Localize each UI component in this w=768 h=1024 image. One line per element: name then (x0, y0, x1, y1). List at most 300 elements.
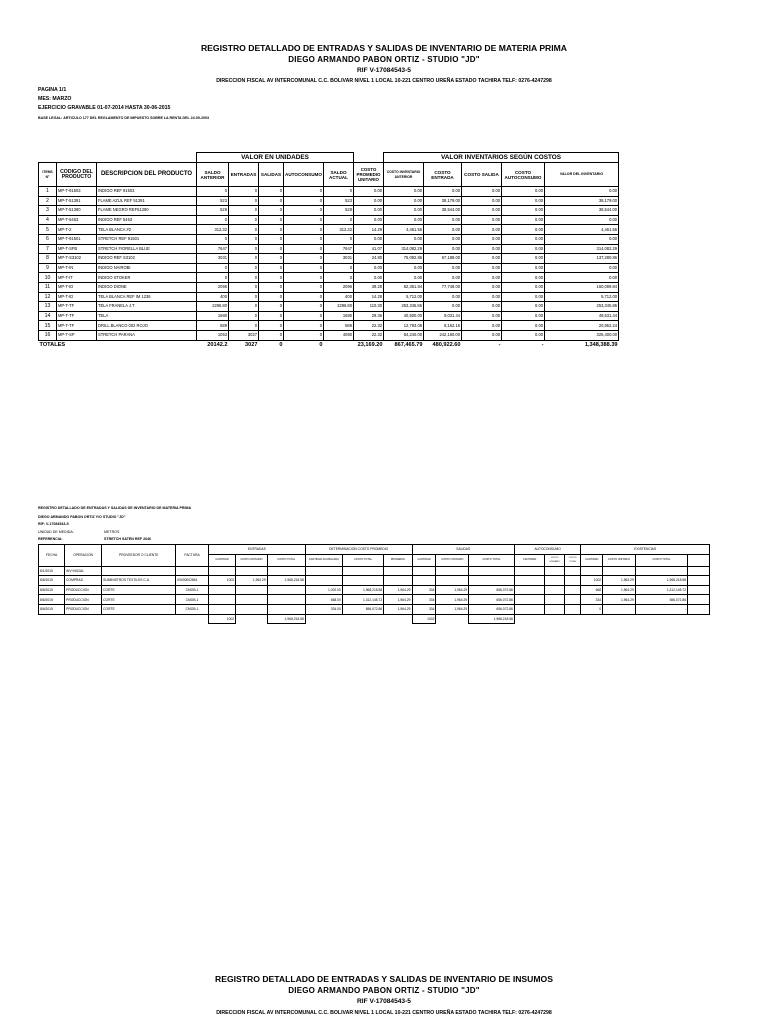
section2-ref-label: REFERENCIA: (38, 537, 63, 541)
inventory-cell: 0 (197, 234, 229, 244)
inventory-cell: 1680 (197, 311, 229, 321)
kardex-cell: 1,002.00 (305, 585, 342, 595)
inventory-cell: 0 (259, 321, 284, 331)
kardex-cell: 1,968,218.58 (342, 585, 383, 595)
kardex-cell: CMOB-1 (176, 604, 209, 614)
inventory-cell: 0 (229, 292, 259, 302)
inventory-cell: 22.32 (354, 321, 384, 331)
inventory-cell: 4,461.56 (545, 225, 619, 235)
inventory-cell: MP-T-51390 (57, 206, 97, 216)
inventory-cell: STRETCH PARANA (97, 330, 197, 340)
footer-company: DIEGO ARMANDO PABON ORTIZ - STUDIO "JD" (288, 986, 480, 995)
inventory-cell: 0.00 (384, 263, 424, 273)
kardex-cell (688, 585, 710, 595)
inventory-cell: 0.00 (384, 187, 424, 197)
inventory-cell: 0.00 (462, 244, 502, 254)
kardex-cell (581, 566, 603, 576)
inventory-cell: 1053 (197, 330, 229, 340)
inventory-cell: 0 (229, 215, 259, 225)
kardex-row (39, 585, 710, 595)
kardex-cell (545, 604, 565, 614)
inventory-cell: 0 (229, 196, 259, 206)
inventory-row (39, 273, 619, 283)
inventory-cell: 0.00 (462, 302, 502, 312)
kardex-cell (545, 585, 565, 595)
inventory-row (39, 282, 619, 292)
inventory-cell: 400 (324, 292, 354, 302)
inventory-cell: 0 (284, 215, 324, 225)
inventory-cell: 0.00 (502, 206, 545, 216)
kardex-cell (342, 566, 383, 576)
inventory-cell: 0 (284, 187, 324, 197)
col-entradas: ENTRADAS (229, 163, 259, 187)
inventory-cell: 0 (229, 225, 259, 235)
inventory-cell: 0.00 (462, 254, 502, 264)
inventory-cell: 0 (229, 302, 259, 312)
kardex-cell (564, 585, 580, 595)
footer-rif: RIF V-17084543-5 (357, 998, 411, 1005)
total-saldo-anterior: 20142.2 (207, 341, 228, 348)
inventory-cell: MP-T-91503 (57, 187, 97, 197)
inventory-cell: 0 (259, 311, 284, 321)
inventory-cell: 0 (259, 244, 284, 254)
inventory-cell: 0 (259, 302, 284, 312)
inventory-cell: 0.00 (424, 244, 462, 254)
inventory-cell: MP-T-5463 (57, 215, 97, 225)
inventory-cell: FLAME AZUL REF 51391 (97, 196, 197, 206)
kardex-cell: 1,964.29 (436, 595, 469, 605)
inventory-cell: 0 (284, 244, 324, 254)
inventory-cell: 38,544.00 (545, 206, 619, 216)
kardex-cell: PRODUCCION (65, 585, 102, 595)
total-saldo-actual: 23,169.20 (357, 341, 383, 348)
kardex-cell: 1,964.29 (236, 576, 268, 586)
kardex-cell (603, 604, 636, 614)
inventory-cell: TELA BLANCA REF IM 1236 (97, 292, 197, 302)
kardex-cell: CORTE (102, 604, 176, 614)
kardex-cell (208, 566, 235, 576)
inventory-cell: TELA (97, 311, 197, 321)
kardex-cell (688, 566, 710, 576)
kardex-cell: 668.00 (305, 595, 342, 605)
inventory-cell: 1 (39, 187, 57, 197)
kardex-cell (305, 566, 342, 576)
inventory-cell: 0.00 (502, 330, 545, 340)
inventory-cell: DRILL BLANCO 002 ROJO (97, 321, 197, 331)
inventory-cell: 0 (229, 187, 259, 197)
col-costo-entrada: COSTO ENTRADA (424, 163, 462, 187)
inventory-cell: 0 (284, 254, 324, 264)
inventory-cell: 0 (259, 292, 284, 302)
inventory-cell: FLAME NEGRO REF51390 (97, 206, 197, 216)
kardex-total-entradas-total: 1,968,218.58 (267, 614, 305, 624)
inventory-cell: 0 (259, 225, 284, 235)
fiscal-address: DIRECCION FISCAL AV INTERCOMUNAL C.C. BOLIVAR NIVEL 1 LOCAL 10-221 CENTRO UREÑA ESTADO TACHIRA TELF: 0276-4247298 (216, 78, 552, 84)
kardex-cell: 1,964.29 (384, 604, 412, 614)
inventory-cell: INDIGO DIONE (97, 282, 197, 292)
inventory-cell: INDIGO NAIROBI (97, 263, 197, 273)
inventory-cell: 0 (229, 273, 259, 283)
inventory-cell: 0 (229, 254, 259, 264)
inventory-cell: 4,461.56 (384, 225, 424, 235)
inventory-cell: 4 (39, 215, 57, 225)
kardex-cell (236, 604, 268, 614)
inventory-cell: 110.30 (354, 302, 384, 312)
inventory-cell: 0 (229, 282, 259, 292)
kardex-cell: 334 (412, 604, 436, 614)
inventory-cell: 0.00 (354, 196, 384, 206)
inventory-cell: 2 (39, 196, 57, 206)
footer-title: REGISTRO DETALLADO DE ENTRADAS Y SALIDAS DE INVENTARIO DE INSUMOS (215, 974, 553, 984)
col-fecha: FECHA (39, 545, 65, 567)
inventory-cell: 0 (284, 263, 324, 273)
kardex-cell (208, 585, 235, 595)
kardex-cell: - (635, 604, 687, 614)
kardex-cell: 1,964.29 (384, 585, 412, 595)
inventory-cell: 0.00 (424, 234, 462, 244)
kardex-cell: 656,072.86 (469, 604, 515, 614)
inventory-cell: 5,712.00 (384, 292, 424, 302)
total-salidas: 0 (279, 341, 283, 348)
inventory-cell: 0 (284, 234, 324, 244)
inventory-cell: 2096 (324, 282, 354, 292)
kardex-cell (545, 576, 565, 586)
inventory-row (39, 302, 619, 312)
inventory-cell: 1680 (324, 311, 354, 321)
inventory-cell: 0.00 (384, 196, 424, 206)
inventory-cell: 84,240.00 (384, 330, 424, 340)
inventory-cell: 0.00 (462, 206, 502, 216)
inventory-cell: MP-T-IN (57, 263, 97, 273)
sub-exist-cantidad: CANTIDAD (581, 554, 603, 566)
kardex-cell: 656,072.86 (469, 595, 515, 605)
inventory-row (39, 187, 619, 197)
inventory-cell: 2296.80 (197, 302, 229, 312)
inventory-cell: 7 (39, 244, 57, 254)
inventory-cell: 3031 (197, 254, 229, 264)
inventory-cell: 8 (39, 254, 57, 264)
kardex-cell (469, 576, 515, 586)
kardex-cell: 334 (412, 585, 436, 595)
costs-group-header: VALOR INVENTARIOS SEGÚN COSTOS (384, 153, 619, 163)
totals-row (39, 340, 619, 349)
sub-entradas-costo-total: COSTO TOTAL (267, 554, 305, 566)
col-item: ITEMS N° (39, 163, 57, 187)
inventory-cell: 0.00 (462, 330, 502, 340)
inventory-cell: 75,092.86 (384, 254, 424, 264)
inventory-cell: STRETCH FIORELLA BLUE (97, 244, 197, 254)
company-name: DIEGO ARMANDO PABON ORTIZ - STUDIO "JD" (288, 55, 480, 64)
sub-det-cantidad-acumulada: CANTIDAD ACUMULADA (305, 554, 342, 566)
kardex-cell: CORTE (102, 595, 176, 605)
kardex-cell: 656,072.86 (635, 595, 687, 605)
section2-rif: RIF: V-17084543-5 (38, 522, 69, 526)
inventory-cell: 0 (284, 311, 324, 321)
inventory-row (39, 311, 619, 321)
inventory-cell: 0.00 (502, 311, 545, 321)
inventory-cell: 15 (39, 321, 57, 331)
kardex-cell: 668 (581, 585, 603, 595)
total-costo-entrada: 480,922.60 (432, 341, 461, 348)
inventory-cell: 0 (259, 263, 284, 273)
inventory-cell: 0 (284, 206, 324, 216)
inventory-cell: 12 (39, 292, 57, 302)
inventory-row (39, 330, 619, 340)
inventory-cell: 0.00 (354, 263, 384, 273)
inventory-cell: 0.00 (462, 311, 502, 321)
inventory-cell: 314,082.29 (545, 244, 619, 254)
inventory-cell: 0 (284, 330, 324, 340)
inventory-cell: 0 (197, 263, 229, 273)
inventory-cell: 0.00 (502, 302, 545, 312)
inventory-cell: 528 (197, 206, 229, 216)
inventory-cell: 0 (324, 187, 354, 197)
inventory-cell: 14.29 (354, 225, 384, 235)
inventory-cell: MP-T-91501 (57, 234, 97, 244)
inventory-cell: 0 (259, 206, 284, 216)
inventory-cell: 400 (197, 292, 229, 302)
total-valor-inventario: 1,348,388.39 (584, 341, 618, 348)
inventory-cell: 0.00 (502, 263, 545, 273)
inventory-cell: 0.00 (502, 244, 545, 254)
kardex-cell: 1,968,218.58 (635, 576, 687, 586)
col-saldo-anterior: SALDO ANTERIOR (197, 163, 229, 187)
kardex-cell (208, 604, 235, 614)
inventory-cell: 314,082.29 (384, 244, 424, 254)
kardex-cell (267, 595, 305, 605)
sub-auto-costo-unitario: COSTO UNITARIO (545, 554, 565, 566)
inventory-cell: 0.00 (354, 187, 384, 197)
inventory-cell: 8,162.16 (424, 321, 462, 331)
kardex-table (38, 544, 710, 624)
inventory-cell: INDIGO REF S3102 (97, 254, 197, 264)
inventory-cell: 0.00 (424, 215, 462, 225)
kardex-cell (267, 604, 305, 614)
total-costo-autoconsumo: - (541, 341, 544, 348)
inventory-cell: 0.00 (424, 187, 462, 197)
inventory-row (39, 263, 619, 273)
sub-det-promedio: PROMEDIO (384, 554, 412, 566)
kardex-cell: SUMINISTROS TEXTILES C.A. (102, 576, 176, 586)
inventory-cell: 0.00 (545, 263, 619, 273)
inventory-cell: 523 (197, 196, 229, 206)
kardex-cell: 1,964.29 (384, 595, 412, 605)
inventory-cell: 0.00 (545, 234, 619, 244)
sub-salidas-costo-unitario: COSTO UNITARIO (436, 554, 469, 566)
inventory-cell: 39.28 (354, 282, 384, 292)
kardex-cell (412, 576, 436, 586)
inventory-cell: 0 (284, 282, 324, 292)
col-autoconsumo: AUTOCONSUMO (284, 163, 324, 187)
inventory-cell: 0 (229, 234, 259, 244)
kardex-cell (236, 566, 268, 576)
inventory-cell: 82,351.84 (384, 282, 424, 292)
inventory-cell: 0 (284, 273, 324, 283)
inventory-cell: 22.32 (354, 330, 384, 340)
total-costo-inventario-anterior: 867,465.79 (394, 341, 423, 348)
kardex-cell (236, 595, 268, 605)
kardex-total-entradas-cantidad: 1002 (208, 614, 235, 624)
kardex-cell: 1002 (208, 576, 235, 586)
report-month: MES: MARZO (38, 96, 72, 102)
kardex-cell (514, 576, 544, 586)
col-group-salidas: SALIDAS (412, 545, 514, 555)
kardex-cell: INV INICIAL (65, 566, 102, 576)
kardex-cell (564, 576, 580, 586)
inventory-cell: MP-T-51391 (57, 196, 97, 206)
kardex-cell: 8/6/2015 (39, 595, 65, 605)
inventory-cell: 38,179.00 (424, 196, 462, 206)
kardex-cell: 00000002861 (176, 576, 209, 586)
footer-address: DIRECCION FISCAL AV INTERCOMUNAL C.C. BOLIVAR NIVEL 1 LOCAL 10-221 CENTRO UREÑA ESTADO TACHIRA TELF: 0276-4247298 (216, 1010, 552, 1016)
inventory-cell: 0.00 (354, 273, 384, 283)
kardex-cell: CORTE (102, 585, 176, 595)
kardex-cell (267, 585, 305, 595)
inventory-cell: 5 (39, 225, 57, 235)
inventory-row (39, 244, 619, 254)
kardex-cell (208, 595, 235, 605)
inventory-cell: 0.00 (462, 282, 502, 292)
kardex-total-salidas-cantidad: 1002 (412, 614, 436, 624)
kardex-cell: 334 (581, 595, 603, 605)
kardex-cell: 1,964.29 (603, 576, 636, 586)
section2-title: REGISTRO DETALLADO DE ENTRADAS Y SALIDAS DE INVENTARIO DE MATERIA PRIMA (38, 506, 192, 510)
inventory-cell: 0 (284, 302, 324, 312)
kardex-cell: 1,312,145.72 (342, 595, 383, 605)
inventory-summary-table (38, 152, 619, 349)
inventory-cell: 0 (259, 196, 284, 206)
inventory-cell: 0.00 (384, 234, 424, 244)
kardex-cell (564, 604, 580, 614)
inventory-cell: 0 (197, 215, 229, 225)
inventory-cell: 137,280.86 (545, 254, 619, 264)
kardex-cell (545, 566, 565, 576)
inventory-cell: 0.00 (545, 215, 619, 225)
col-salidas: SALIDAS (259, 163, 284, 187)
sub-auto-cantidad: CANTIDAD (514, 554, 544, 566)
kardex-row (39, 604, 710, 614)
inventory-cell: MP-T-2 (57, 225, 97, 235)
sub-exist-costo-total: COSTO TOTAL (635, 554, 687, 566)
inventory-cell: 589 (324, 321, 354, 331)
kardex-cell: PRODUCCION (65, 595, 102, 605)
inventory-cell: 0 (324, 215, 354, 225)
inventory-row (39, 196, 619, 206)
kardex-cell (469, 566, 515, 576)
inventory-cell: 3031 (324, 254, 354, 264)
inventory-cell: 0.00 (502, 225, 545, 235)
inventory-cell: 0.00 (502, 273, 545, 283)
kardex-cell: 8/6/2015 (39, 585, 65, 595)
inventory-cell: 0.00 (462, 292, 502, 302)
inventory-cell: 0 (259, 254, 284, 264)
inventory-cell: INDIGO REF 5463 (97, 215, 197, 225)
kardex-cell (688, 576, 710, 586)
kardex-cell (514, 566, 544, 576)
inventory-cell: STRETCH REF 91501 (97, 234, 197, 244)
kardex-cell: CMOB-1 (176, 595, 209, 605)
inventory-cell: 29.36 (354, 311, 384, 321)
section2-unit-value: METROS (104, 530, 120, 534)
kardex-cell (305, 576, 342, 586)
col-proveedor: PROVEEDOR O CLIENTE (102, 545, 176, 567)
legal-base: BASE LEGAL: ARTICULO 177 DEL REGLAMENTO DE IMPUESTO SOBRE LA RENTA DEL 24-09-2003 (38, 116, 209, 120)
kardex-cell (384, 576, 412, 586)
inventory-cell: TELA FRANELA J.T (97, 302, 197, 312)
kardex-cell (514, 585, 544, 595)
inventory-cell: MP-T-SP (57, 330, 97, 340)
inventory-cell: 11 (39, 282, 57, 292)
kardex-cell (514, 604, 544, 614)
inventory-cell: MP-T-ID (57, 282, 97, 292)
inventory-cell: 0.00 (462, 196, 502, 206)
total-costo-salida: - (498, 341, 501, 348)
inventory-cell: 253,345.86 (545, 302, 619, 312)
inventory-cell: INDIGO STOKER (97, 273, 197, 283)
kardex-cell (564, 566, 580, 576)
col-group-entradas: ENTRADAS (208, 545, 305, 555)
inventory-cell: 0.00 (354, 234, 384, 244)
inventory-cell: 0 (229, 311, 259, 321)
inventory-cell: 0 (259, 282, 284, 292)
kardex-cell (436, 576, 469, 586)
kardex-cell (436, 566, 469, 576)
sub-det-costo-total: COSTO TOTAL (342, 554, 383, 566)
kardex-cell: 8/6/2015 (39, 604, 65, 614)
document-title: REGISTRO DETALLADO DE ENTRADAS Y SALIDAS DE INVENTARIO DE MATERIA PRIMA (200, 43, 568, 53)
kardex-row (39, 566, 710, 576)
kardex-cell: CMOB-1 (176, 585, 209, 595)
col-saldo-actual: SALDO ACTUAL (324, 163, 354, 187)
inventory-cell: 253,345.86 (384, 302, 424, 312)
inventory-cell: 0.00 (502, 234, 545, 244)
kardex-cell (635, 566, 687, 576)
inventory-cell: 0.00 (545, 273, 619, 283)
inventory-row (39, 321, 619, 331)
inventory-row (39, 206, 619, 216)
inventory-cell: 38,544.00 (424, 206, 462, 216)
kardex-cell (102, 566, 176, 576)
col-group-autoconsumo: AUTOCONSUMO (514, 545, 580, 555)
inventory-cell: 0 (324, 263, 354, 273)
kardex-cell: 1,964.29 (603, 585, 636, 595)
inventory-cell: 9,031.44 (424, 311, 462, 321)
inventory-cell: 0.00 (502, 292, 545, 302)
inventory-cell: 0.00 (424, 302, 462, 312)
inventory-cell: 0.00 (502, 196, 545, 206)
inventory-cell: 2096 (197, 282, 229, 292)
col-costo-promedio: COSTO PROMEDIO UNITARIO (354, 163, 384, 187)
totals-label: TOTALES (39, 341, 66, 348)
inventory-cell: 0 (259, 234, 284, 244)
col-operacion: OPERACIÓN (65, 545, 102, 567)
inventory-cell: 6 (39, 234, 57, 244)
inventory-cell: MP-T-S3102 (57, 254, 97, 264)
inventory-cell: 0 (259, 215, 284, 225)
sub-exist-extra (688, 554, 710, 566)
kardex-cell: 1002 (581, 576, 603, 586)
inventory-cell: 3 (39, 206, 57, 216)
inventory-cell: 0.00 (462, 187, 502, 197)
inventory-cell: 0 (229, 244, 259, 254)
inventory-cell: 0.00 (502, 321, 545, 331)
inventory-cell: 0.00 (462, 273, 502, 283)
inventory-cell: 77,748.00 (424, 282, 462, 292)
col-group-existencias: EXISTENCIAS (581, 545, 710, 555)
kardex-cell (688, 595, 710, 605)
inventory-cell: 0.00 (424, 292, 462, 302)
sub-exist-costo-unitario: COSTO UNITARIO (603, 554, 636, 566)
